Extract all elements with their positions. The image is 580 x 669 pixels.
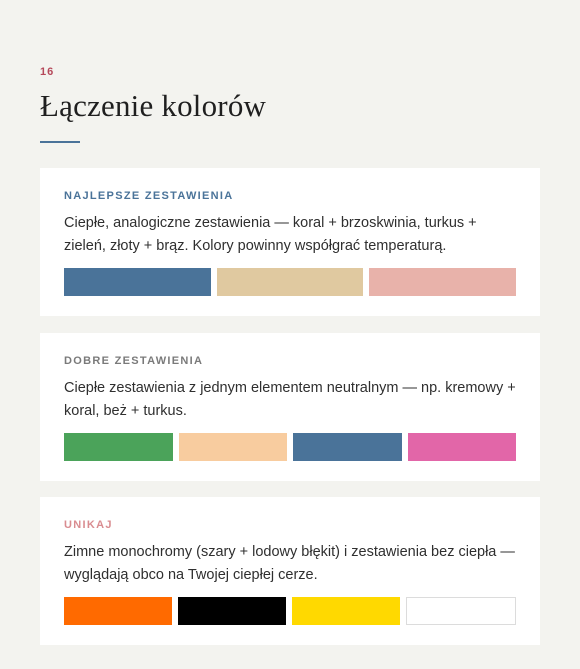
section-card-best: [40, 168, 540, 316]
title-underline: [40, 141, 80, 143]
swatch-row: [64, 268, 516, 296]
color-swatch: [369, 268, 516, 296]
page-title: Łączenie kolorów: [40, 88, 267, 123]
section-card-good: [40, 333, 540, 481]
color-swatch: [292, 597, 400, 625]
color-swatch: [64, 268, 211, 296]
color-swatch: [178, 597, 286, 625]
color-swatch: [64, 597, 172, 625]
color-swatch: [179, 433, 288, 461]
section-text: Ciepłe, analogiczne zestawienia — koral + brzoskwinia, turkus + zieleń, złoty + brąz. Kolory powinny współgrać temperaturą.: [64, 215, 477, 254]
color-swatch: [64, 433, 173, 461]
section-card-avoid: [40, 497, 540, 645]
color-swatch: [406, 597, 516, 625]
section-text: Ciepłe zestawienia z jednym elementem neutralnym — np. kremowy + koral, beż + turkus.: [64, 380, 516, 419]
color-swatch: [408, 433, 517, 461]
section-label: UNIKAJ: [64, 519, 113, 531]
section-label: NAJLEPSZE ZESTAWIENIA: [64, 190, 234, 202]
page-number: 16: [40, 66, 55, 78]
color-swatch: [293, 433, 402, 461]
color-swatch: [217, 268, 364, 296]
swatch-row: [64, 433, 516, 461]
section-text: Zimne monochromy (szary + lodowy błękit) i zestawienia bez ciepła — wyglądają obco na Twojej ciepłej cerze.: [64, 544, 515, 583]
section-label: DOBRE ZESTAWIENIA: [64, 355, 204, 367]
swatch-row: [64, 597, 516, 625]
